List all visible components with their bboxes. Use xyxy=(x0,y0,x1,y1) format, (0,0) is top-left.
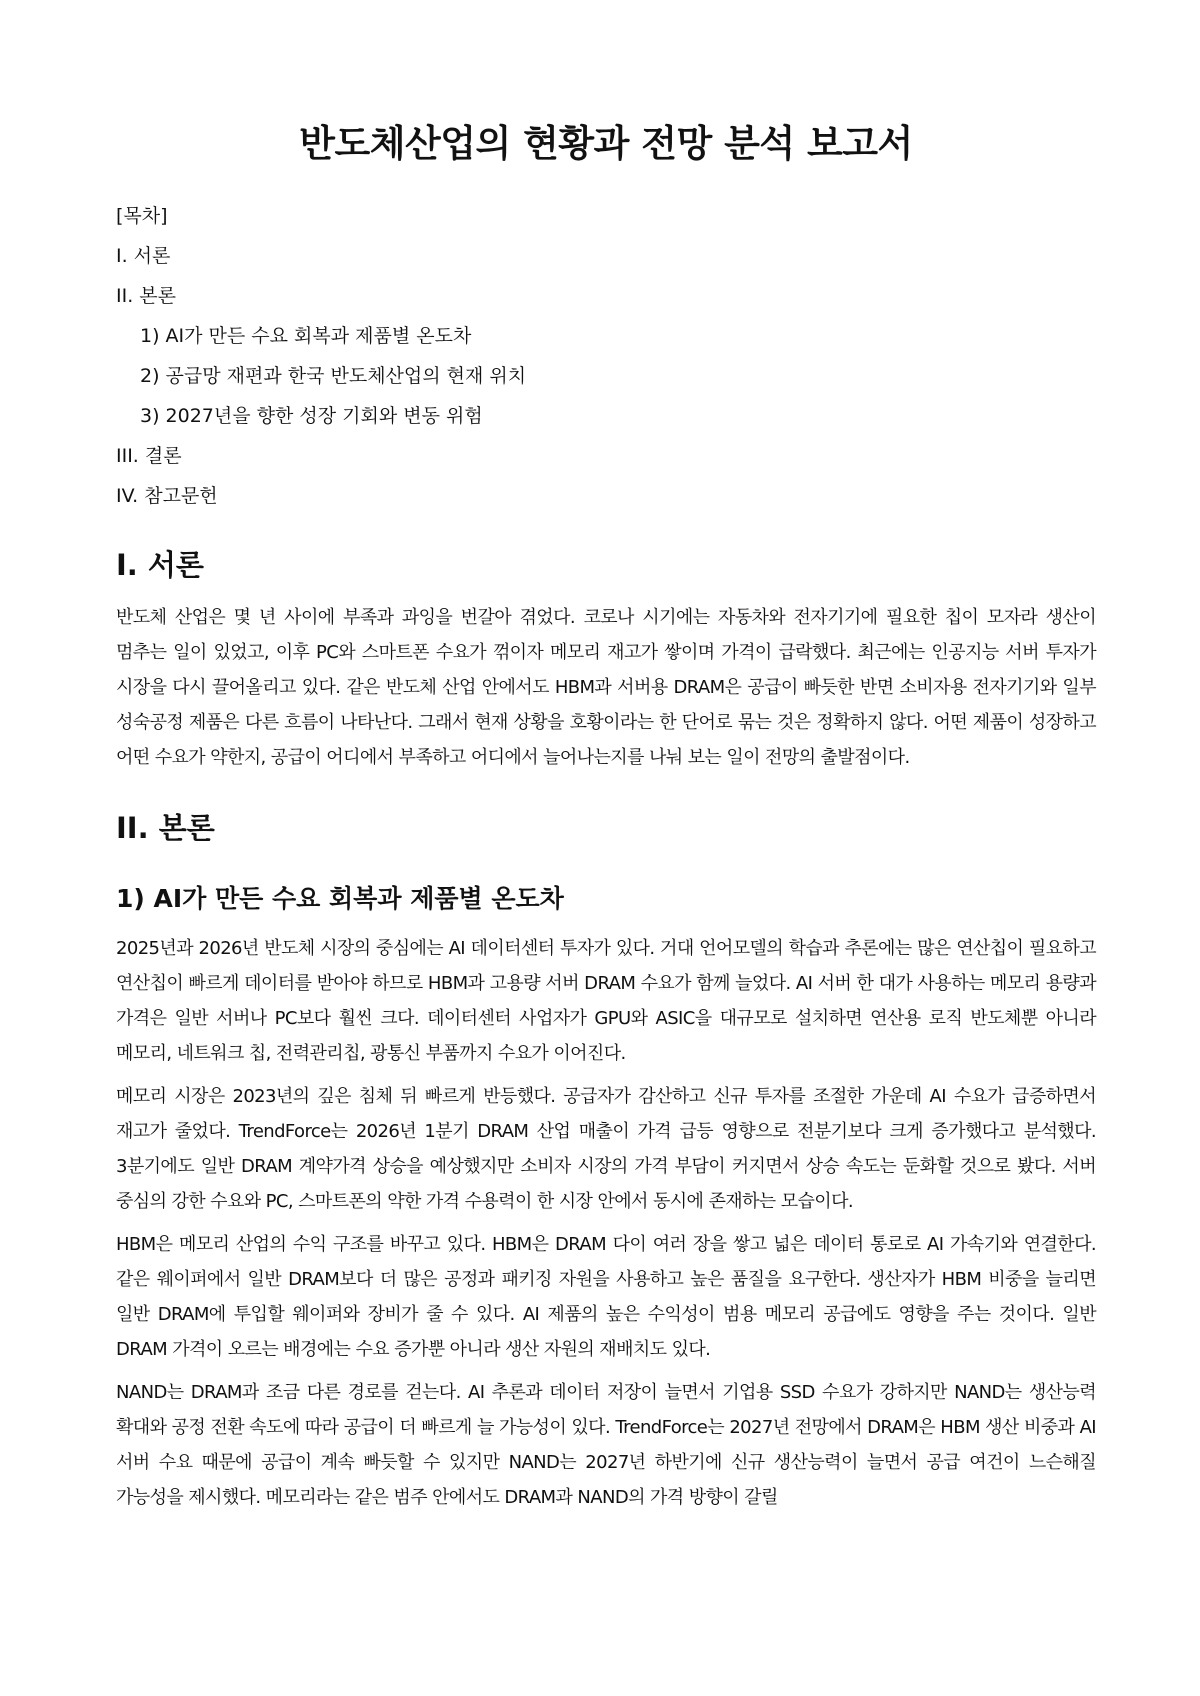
toc-item-body-sub-2: 2) 공급망 재편과 한국 반도체산업의 현재 위치 xyxy=(140,365,527,387)
toc-item-body-sub-1: 1) AI가 만든 수요 회복과 제품별 온도차 xyxy=(140,325,472,347)
body-paragraph: 메모리 시장은 2023년의 깊은 침체 뒤 빠르게 반등했다. 공급자가 감산하고 신규 투자를 조절한 가운데 AI 수요가 급증하면서 재고가 줄었다. TrendForce는 2026년 1분기 DRAM 산업 매출이 가격 급등 영향으로 전분기보다 크게 증가했다고 분석했다. 3분기에도 일반 DRAM 계약가격 상승을 예상했지만 소비자 시장의 가격 부담이 커지면서 상승 속도는 둔화할 것으로 봤다. 서버 중심의 강한 수요와 PC, 스마트폰의 약한 가격 수용력이 한 시장 안에서 동시에 존재하는 모습이다. xyxy=(116,1086,1096,1212)
introduction-section xyxy=(116,542,1096,775)
toc-item-conclusion: III. 결론 xyxy=(116,445,182,467)
toc-item-body-sub-3: 3) 2027년을 향한 성장 기회와 변동 위험 xyxy=(140,405,483,427)
toc-heading: [목차] xyxy=(116,205,168,227)
document-title: 반도체산업의 현황과 전망 분석 보고서 xyxy=(299,122,913,165)
body-section xyxy=(116,805,1096,1515)
body-paragraph: NAND는 DRAM과 조금 다른 경로를 걷는다. AI 추론과 데이터 저장이 늘면서 기업용 SSD 수요가 강하지만 NAND는 생산능력 확대와 공정 전환 속도에 따라 공급이 더 빠르게 늘 가능성이 있다. TrendForce는 2027년 전망에서 DRAM은 HBM 생산 비중과 AI 서버 수요 때문에 공급이 계속 빠듯할 수 있지만 NAND는 2027년 하반기에 신규 생산능력이 늘면서 공급 여건이 느슨해질 가능성을 제시했다. 메모리라는 같은 범주 안에서도 DRAM과 NAND의 가격 방향이 갈릴 xyxy=(116,1382,1096,1508)
toc-item-body: II. 본론 xyxy=(116,285,176,307)
table-of-contents xyxy=(116,196,1096,516)
toc-item-introduction: I. 서론 xyxy=(116,245,171,267)
body-heading: II. 본론 xyxy=(116,811,215,845)
toc-item-references: IV. 참고문헌 xyxy=(116,485,218,507)
body-paragraph: 2025년과 2026년 반도체 시장의 중심에는 AI 데이터센터 투자가 있다. 거대 언어모델의 학습과 추론에는 많은 연산칩이 필요하고 연산칩이 빠르게 데이터를 받아야 하므로 HBM과 고용량 서버 DRAM 수요가 함께 늘었다. AI 서버 한 대가 사용하는 메모리 용량과 가격은 일반 서버나 PC보다 훨씬 크다. 데이터센터 사업자가 GPU와 ASIC을 대규모로 설치하면 연산용 로직 반도체뿐 아니라 메모리, 네트워크 칩, 전력관리칩, 광통신 부품까지 수요가 이어진다. xyxy=(116,938,1096,1064)
subsection-heading: 1) AI가 만든 수요 회복과 제품별 온도차 xyxy=(116,884,564,913)
body-paragraph: HBM은 메모리 산업의 수익 구조를 바꾸고 있다. HBM은 DRAM 다이 여러 장을 쌓고 넓은 데이터 통로로 AI 가속기와 연결한다. 같은 웨이퍼에서 일반 DRAM보다 더 많은 공정과 패키징 자원을 사용하고 높은 품질을 요구한다. 생산자가 HBM 비중을 늘리면 일반 DRAM에 투입할 웨이퍼와 장비가 줄 수 있다. AI 제품의 높은 수익성이 범용 메모리 공급에도 영향을 주는 것이다. 일반 DRAM 가격이 오르는 배경에는 수요 증가뿐 아니라 생산 자원의 재배치도 있다. xyxy=(116,1234,1096,1360)
introduction-paragraph: 반도체 산업은 몇 년 사이에 부족과 과잉을 번갈아 겪었다. 코로나 시기에는 자동차와 전자기기에 필요한 칩이 모자라 생산이 멈추는 일이 있었고, 이후 PC와 스마트폰 수요가 꺾이자 메모리 재고가 쌓이며 가격이 급락했다. 최근에는 인공지능 서버 투자가 시장을 다시 끌어올리고 있다. 같은 반도체 산업 안에서도 HBM과 서버용 DRAM은 공급이 빠듯한 반면 소비자용 전자기기와 일부 성숙공정 제품은 다른 흐름이 나타난다. 그래서 현재 상황을 호황이라는 한 단어로 묶는 것은 정확하지 않다. 어떤 제품이 성장하고 어떤 수요가 약한지, 공급이 어디에서 부족하고 어디에서 늘어나는지를 나눠 보는 일이 전망의 출발점이다. xyxy=(116,607,1096,768)
introduction-heading: I. 서론 xyxy=(116,548,204,582)
subsection-ai-demand xyxy=(116,879,1096,1515)
